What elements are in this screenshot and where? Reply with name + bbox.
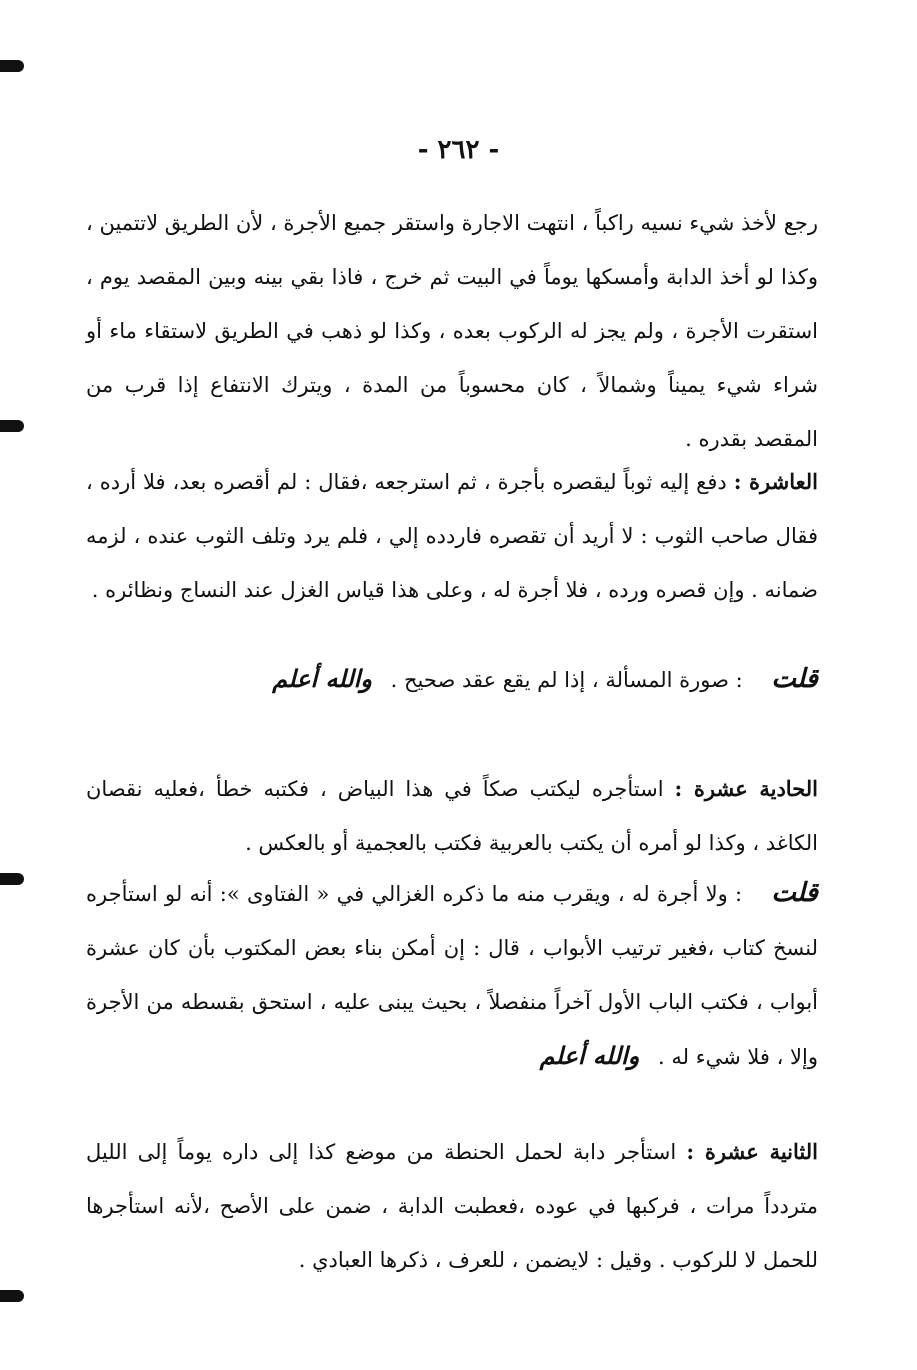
paragraph-heading: العاشرة : <box>733 469 818 494</box>
note-label: قلت <box>771 664 818 694</box>
paragraph-tenth <box>86 455 818 617</box>
scan-edge-mark-middle <box>0 873 24 885</box>
scan-edge-mark-top <box>0 60 24 72</box>
closing-formula: والله أعلم <box>539 1041 640 1070</box>
paragraph-text: دفع إليه ثوباً ليقصره بأجرة ، ثم استرجعه ،فقال : لم أقصره بعد، فلا أرده ، فقال صاحب الثوب : لا أريد أن تقصره فاردده إلي ، فلم يرد وتلف الثوب عنده ، لزمه ضمانه . وإن قصره ورده ، فلا أجرة له ، وعلى هذا قياس الغزل عند النساج ونظائره . <box>86 470 818 602</box>
closing-formula: والله أعلم <box>272 664 372 693</box>
paragraph-continuation <box>86 196 818 466</box>
paragraph-heading: الحادية عشرة : <box>674 776 818 801</box>
paragraph-text: استأجر دابة لحمل الحنطة من موضع كذا إلى داره يوماً إلى الليل متردداً مرات ، فركبها في عوده ،فعطبت الدابة ، ضمن على الأصح ،لأنه استأجرها للحمل لا للركوب . وقيل : لايضمن ، للعرف ، ذكرها العبادي . <box>86 1140 818 1272</box>
page-number: - ٢٦٢ - <box>417 135 500 165</box>
note-label: قلت <box>771 878 818 908</box>
paragraph-text: رجع لأخذ شيء نسيه راكباً ، انتهت الاجارة واستقر جميع الأجرة ، لأن الطريق لاتتمين ، وكذا لو أخذ الدابة وأمسكها يوماً في البيت ثم خرج ، فاذا بقي بينه وبين المقصد يوم ، استقرت الأجرة ، ولم يجز له الركوب بعده ، وكذا لو ذهب في الطريق لاستقاء ماء أو شراء شيء يميناً وشمالاً ، كان محسوباً من المدة ، ويترك الانتفاع إذا قرب من المقصد بقدره . <box>86 211 818 451</box>
paragraph-text: : ولا أجرة له ، ويقرب منه ما ذكره الغزالي في « الفتاوى »: أنه لو استأجره لنسخ كتاب ،فغير ترتيب الأبواب ، قال : إن أمكن بناء بعض المكتوب بأن كان عشرة أبواب ، فكتب الباب الأول آخراً منفصلاً ، بحيث يبنى عليه ، استحق بقسطه من الأجرة وإلا ، فلا شيء له . <box>86 882 818 1069</box>
paragraph-text: استأجره ليكتب صكاً في هذا البياض ، فكتبه خطأ ،فعليه نقصان الكاغد ، وكذا لو أمره أن يكتب بالعربية فكتب بالعجمية أو بالعكس . <box>86 777 818 855</box>
paragraph-note-2 <box>86 866 818 1084</box>
scan-edge-mark-bottom <box>0 1290 24 1302</box>
paragraph-text: : صورة المسألة ، إذا لم يقع عقد صحيح . <box>390 668 743 692</box>
scan-edge-mark-upper <box>0 420 24 432</box>
paragraph-note-1 <box>86 652 818 707</box>
paragraph-heading: الثانية عشرة : <box>686 1139 818 1164</box>
paragraph-twelfth <box>86 1125 818 1287</box>
paragraph-eleventh <box>86 762 818 870</box>
